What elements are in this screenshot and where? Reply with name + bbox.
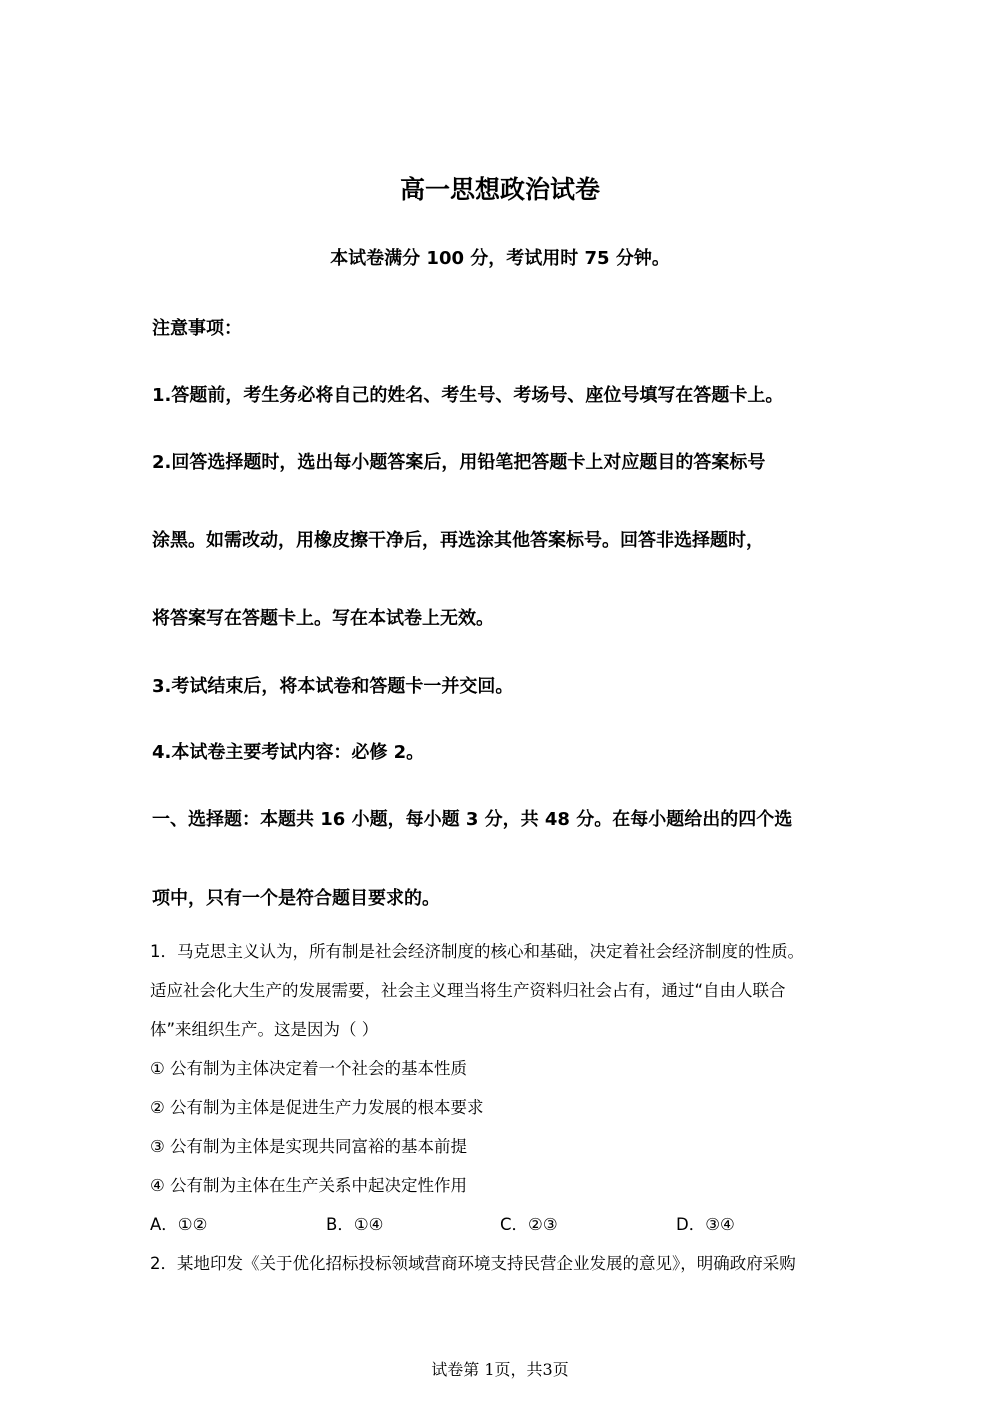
page-footer: 试卷第 1页，共3页: [431, 1360, 569, 1379]
question-1-statement: ② 公有制为主体是促进生产力发展的根本要求: [150, 1098, 484, 1117]
question-1-text: 1．马克思主义认为，所有制是社会经济制度的核心和基础，决定着社会经济制度的性质。: [150, 942, 804, 961]
question-1-text: 适应社会化大生产的发展需要，社会主义理当将生产资料归社会占有，通过“自由人联合: [150, 981, 786, 1000]
question-2-text: 2．某地印发《关于优化招标投标领域营商环境支持民营企业发展的意见》，明确政府采购: [150, 1254, 796, 1273]
notice-line: 4.本试卷主要考试内容：必修 2。: [152, 742, 425, 763]
section-heading: 一、选择题：本题共 16 小题，每小题 3 分，共 48 分。在每小题给出的四个选: [152, 809, 793, 830]
option-a: A．①②: [150, 1215, 208, 1234]
question-1-statement: ③ 公有制为主体是实现共同富裕的基本前提: [150, 1137, 468, 1156]
page-title: 高一思想政治试卷: [399, 175, 600, 204]
notice-line: 涂黑。如需改动，用橡皮擦干净后，再选涂其他答案标号。回答非选择题时，: [152, 530, 764, 551]
question-1-statement: ④ 公有制为主体在生产关系中起决定性作用: [150, 1176, 468, 1195]
option-d: D．③④: [676, 1215, 735, 1234]
notice-line: 1.答题前，考生务必将自己的姓名、考生号、考场号、座位号填写在答题卡上。: [152, 385, 784, 406]
question-1-text: 体”来组织生产。这是因为（ ）: [150, 1020, 379, 1039]
notice-heading: 注意事项：: [152, 318, 242, 339]
option-c: C．②③: [500, 1215, 558, 1234]
question-1-statement: ① 公有制为主体决定着一个社会的基本性质: [150, 1059, 468, 1078]
notice-line: 2.回答选择题时，选出每小题答案后，用铅笔把答题卡上对应题目的答案标号: [152, 452, 766, 473]
section-heading: 项中，只有一个是符合题目要求的。: [152, 888, 440, 909]
option-b: B．①④: [326, 1215, 384, 1234]
exam-info: 本试卷满分 100 分，考试用时 75 分钟。: [330, 248, 670, 269]
notice-line: 3.考试结束后，将本试卷和答题卡一并交回。: [152, 676, 514, 697]
notice-line: 将答案写在答题卡上。写在本试卷上无效。: [152, 608, 494, 629]
